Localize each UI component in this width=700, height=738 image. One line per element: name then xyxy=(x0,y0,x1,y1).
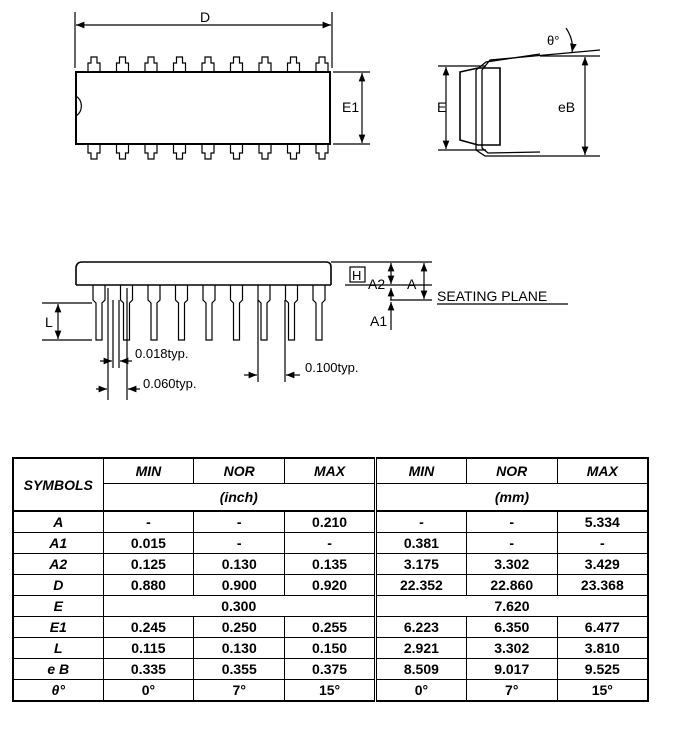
value-cell: 0.900 xyxy=(194,575,285,596)
pin-top xyxy=(202,57,214,72)
value-cell: 0.335 xyxy=(103,659,194,680)
table-row xyxy=(13,680,648,702)
pin-top xyxy=(117,57,129,72)
shoulder-width-label: 0.060typ. xyxy=(143,376,197,391)
value-cell: 0.015 xyxy=(103,533,194,554)
col-header: NOR xyxy=(466,458,557,484)
pin-top xyxy=(288,57,300,72)
table-row xyxy=(13,533,648,554)
table-row xyxy=(13,638,648,659)
seating-plane-label: SEATING PLANE xyxy=(437,288,548,304)
value-cell: 0.245 xyxy=(103,617,194,638)
pin-side xyxy=(203,285,215,340)
pin-top xyxy=(145,57,157,72)
pin-top xyxy=(231,57,243,72)
table-row xyxy=(13,575,648,596)
table-row xyxy=(13,659,648,680)
col-header: MAX xyxy=(557,458,648,484)
table-row xyxy=(13,511,648,533)
col-header: MIN xyxy=(103,458,194,484)
dim-d-label: D xyxy=(200,9,211,25)
pin-top xyxy=(88,57,100,72)
pin-bottom xyxy=(202,144,214,159)
dim-l-label: L xyxy=(45,314,53,330)
value-cell: 3.175 xyxy=(375,554,466,575)
pin-top xyxy=(316,57,328,72)
symbol-cell: E1 xyxy=(13,617,103,638)
value-cell: 0.210 xyxy=(285,511,376,533)
value-cell: 15° xyxy=(557,680,648,702)
value-cell: 7° xyxy=(466,680,557,702)
col-header: NOR xyxy=(194,458,285,484)
value-cell: - xyxy=(103,511,194,533)
side-pins xyxy=(93,285,325,340)
table-row xyxy=(13,554,648,575)
value-cell: 0.375 xyxy=(285,659,376,680)
pin-side xyxy=(231,285,243,340)
value-cell: 3.810 xyxy=(557,638,648,659)
pin-bottom xyxy=(174,144,186,159)
value-cell: 0.880 xyxy=(103,575,194,596)
pin-top xyxy=(259,57,271,72)
chip-body-end xyxy=(460,68,500,145)
value-cell: 6.477 xyxy=(557,617,648,638)
pin-bottom xyxy=(316,144,328,159)
col-header: MIN xyxy=(375,458,466,484)
value-cell: 0.125 xyxy=(103,554,194,575)
value-cell: 0° xyxy=(103,680,194,702)
value-cell: 7° xyxy=(194,680,285,702)
value-cell: 22.860 xyxy=(466,575,557,596)
value-cell: 23.368 xyxy=(557,575,648,596)
dim-a1-label: A1 xyxy=(370,313,388,329)
pin-side xyxy=(176,285,188,340)
value-cell-merged: 7.620 xyxy=(375,596,648,617)
col-header: MAX xyxy=(285,458,376,484)
pin-bottom xyxy=(117,144,129,159)
h-label: H xyxy=(352,268,362,283)
symbol-cell: A xyxy=(13,511,103,533)
pin-side xyxy=(286,285,298,340)
lead-left xyxy=(476,70,540,156)
pitch-label: 0.100typ. xyxy=(305,360,359,375)
dim-eb-label: eB xyxy=(558,99,576,115)
table-header-row xyxy=(13,458,648,484)
value-cell: 6.223 xyxy=(375,617,466,638)
pin-top xyxy=(174,57,186,72)
value-cell: 0.115 xyxy=(103,638,194,659)
theta-label: θ° xyxy=(547,33,560,48)
symbols-header: SYMBOLS xyxy=(13,458,103,511)
value-cell: - xyxy=(557,533,648,554)
pin-side xyxy=(93,285,105,340)
dim-e1-label: E1 xyxy=(342,99,360,115)
side-view xyxy=(42,262,568,400)
table-row xyxy=(13,596,648,617)
symbol-cell: e B xyxy=(13,659,103,680)
unit-inch: (inch) xyxy=(103,484,375,512)
symbol-cell: D xyxy=(13,575,103,596)
end-view xyxy=(438,28,600,156)
symbol-cell: A1 xyxy=(13,533,103,554)
value-cell: 5.334 xyxy=(557,511,648,533)
top-view xyxy=(75,12,370,159)
value-cell: 0.250 xyxy=(194,617,285,638)
dim-e-label: E xyxy=(437,99,447,115)
value-cell: 3.302 xyxy=(466,638,557,659)
pin-bottom xyxy=(231,144,243,159)
pin-side xyxy=(258,285,270,340)
unit-mm: (mm) xyxy=(375,484,648,512)
pin-side xyxy=(313,285,325,340)
value-cell: - xyxy=(285,533,376,554)
value-cell: 3.429 xyxy=(557,554,648,575)
chip-body-side xyxy=(76,262,331,285)
value-cell-merged: 0.300 xyxy=(103,596,375,617)
table-unit-row xyxy=(13,484,648,512)
symbol-cell: A2 xyxy=(13,554,103,575)
lead-width-label: 0.018typ. xyxy=(135,346,189,361)
dimension-table xyxy=(12,457,649,702)
symbol-cell: E xyxy=(13,596,103,617)
value-cell: 15° xyxy=(285,680,376,702)
value-cell: - xyxy=(194,511,285,533)
pin-bottom xyxy=(88,144,100,159)
dim-a-label: A xyxy=(407,276,417,292)
value-cell: 0.920 xyxy=(285,575,376,596)
value-cell: 0.130 xyxy=(194,638,285,659)
value-cell: 0.381 xyxy=(375,533,466,554)
value-cell: - xyxy=(375,511,466,533)
value-cell: 3.302 xyxy=(466,554,557,575)
pin-bottom xyxy=(259,144,271,159)
value-cell: 9.525 xyxy=(557,659,648,680)
value-cell: - xyxy=(194,533,285,554)
symbol-cell: L xyxy=(13,638,103,659)
value-cell: - xyxy=(466,511,557,533)
value-cell: 8.509 xyxy=(375,659,466,680)
symbol-cell: θ° xyxy=(13,680,103,702)
value-cell: - xyxy=(466,533,557,554)
value-cell: 0.255 xyxy=(285,617,376,638)
chip-body-top xyxy=(76,72,330,144)
value-cell: 0.135 xyxy=(285,554,376,575)
dim-a2-label: A2 xyxy=(368,276,386,292)
value-cell: 0° xyxy=(375,680,466,702)
value-cell: 6.350 xyxy=(466,617,557,638)
value-cell: 22.352 xyxy=(375,575,466,596)
value-cell: 9.017 xyxy=(466,659,557,680)
pin-bottom xyxy=(288,144,300,159)
value-cell: 0.150 xyxy=(285,638,376,659)
value-cell: 0.130 xyxy=(194,554,285,575)
value-cell: 2.921 xyxy=(375,638,466,659)
table-row xyxy=(13,617,648,638)
pin-bottom xyxy=(145,144,157,159)
value-cell: 0.355 xyxy=(194,659,285,680)
pin-side xyxy=(148,285,160,340)
